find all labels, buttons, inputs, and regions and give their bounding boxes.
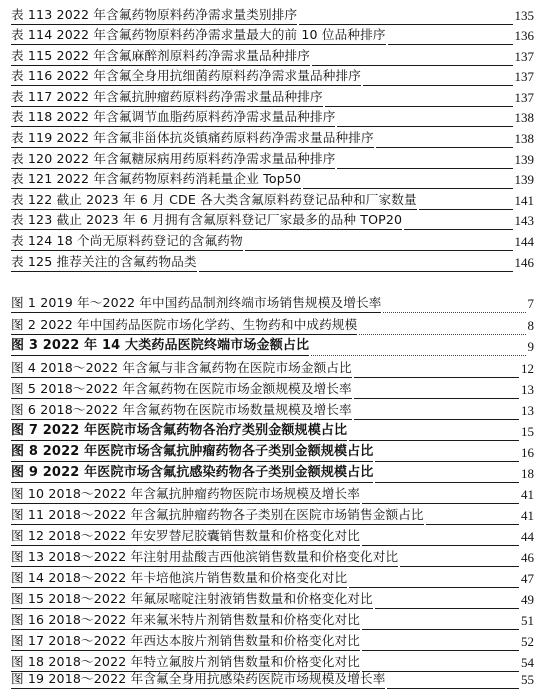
toc-entry-title: 图 19 2018～2022 年含氟全身用抗感染药医院市场规模及增长率 (11, 670, 385, 689)
toc-page-number: 137 (514, 90, 534, 105)
toc-entry-table-124[interactable] (11, 231, 534, 251)
toc-entry-table-116[interactable] (11, 66, 534, 86)
toc-page-number: 44 (521, 529, 534, 544)
toc-leader (419, 191, 513, 210)
toc-entry-figure-6[interactable] (11, 400, 534, 420)
toc-entry-title: 图 9 2022 年医院市场含氟抗感染药物各子类别金额规模占比 (11, 464, 373, 483)
toc-page-number: 135 (514, 8, 534, 23)
toc-entry-figure-4[interactable] (11, 358, 534, 378)
toc-leader (362, 485, 519, 504)
toc-entry-figure-2[interactable] (11, 315, 534, 335)
toc-leader (303, 170, 512, 189)
toc-entry-figure-14[interactable] (11, 568, 534, 588)
toc-entry-figure-7[interactable] (11, 421, 534, 441)
toc-entry-table-115[interactable] (11, 46, 534, 66)
toc-entry-title: 表 117 2022 年含氟抗肿瘤药原料药净需求量品种排序 (11, 88, 323, 107)
toc-leader (354, 401, 519, 420)
toc-leader (312, 47, 513, 66)
toc-entry-table-113[interactable] (11, 5, 534, 25)
toc-entry-title: 图 17 2018～2022 年西达本胺片剂销售数量和价格变化对比 (11, 632, 360, 651)
toc-page-number: 8 (527, 318, 534, 333)
toc-entry-table-119[interactable] (11, 128, 534, 148)
toc-page-number: 41 (521, 487, 534, 502)
toc-page-number: 46 (521, 550, 534, 565)
toc-entry-figure-19[interactable] (11, 669, 534, 689)
toc-entry-figure-12[interactable] (11, 526, 534, 546)
toc-page-number: 51 (521, 613, 534, 628)
toc-leader (354, 380, 519, 399)
toc-entry-figure-16[interactable] (11, 610, 534, 630)
toc-page-number: 47 (521, 571, 534, 586)
toc-leader (359, 316, 525, 335)
toc-entry-title: 表 113 2022 年含氟药物原料药净需求量类别排序 (11, 6, 297, 25)
toc-entry-title: 表 114 2022 年含氟药物原料药净需求量最大的前 10 位品种排序 (11, 26, 386, 45)
toc-entry-table-121[interactable] (11, 169, 534, 189)
toc-page-number: 144 (514, 234, 534, 249)
toc-entry-title: 表 115 2022 年含氟麻醉剂原料药净需求量品种排序 (11, 47, 310, 66)
toc-page-number: 139 (514, 152, 534, 167)
toc-page-number: 143 (514, 213, 534, 228)
toc-entry-title: 图 6 2018～2022 年含氟药物在医院市场数量规模及增长率 (11, 401, 352, 420)
toc-leader (311, 337, 525, 356)
toc-leader (375, 590, 519, 609)
toc-entry-title: 图 15 2018～2022 年氟尿嘧啶注射液销售数量和价格变化对比 (11, 590, 373, 609)
toc-leader (376, 129, 513, 148)
toc-entry-figure-13[interactable] (11, 547, 534, 567)
toc-leader (349, 422, 519, 441)
toc-leader (375, 443, 519, 462)
toc-entry-title: 图 1 2019 年～2022 年中国药品制剂终端市场销售规模及增长率 (11, 294, 381, 313)
toc-leader (363, 67, 513, 86)
toc-entry-title: 图 7 2022 年医院市场含氟药物各治疗类别金额规模占比 (11, 422, 347, 441)
toc-page-number: 146 (514, 255, 534, 270)
toc-page-number: 55 (521, 672, 534, 687)
toc-page-number: 15 (521, 424, 534, 439)
toc-leader (400, 548, 519, 567)
toc-page-number: 138 (514, 131, 534, 146)
toc-page-number: 41 (521, 508, 534, 523)
toc-entry-figure-8[interactable] (11, 442, 534, 462)
toc-leader (337, 150, 512, 169)
toc-leader (337, 108, 512, 127)
toc-leader (349, 569, 519, 588)
toc-entry-table-123[interactable] (11, 210, 534, 230)
toc-entry-title: 图 3 2022 年 14 大类药品医院终端市场金额占比 (11, 337, 309, 356)
toc-entry-title: 图 13 2018～2022 年注射用盐酸吉西他滨销售数量和价格变化对比 (11, 548, 398, 567)
toc-leader (404, 211, 512, 230)
toc-entry-title: 图 2 2022 年中国药品医院市场化学药、生物药和中成药规模 (11, 316, 357, 335)
toc-leader (426, 506, 519, 525)
toc-leader (245, 232, 513, 251)
toc-page-number: 52 (521, 634, 534, 649)
toc-entry-title: 表 121 2022 年含氟药物原料药消耗量企业 Top50 (11, 170, 301, 189)
toc-leader (375, 464, 519, 483)
toc-entry-title: 图 16 2018～2022 年来氟米特片剂销售数量和价格变化对比 (11, 611, 360, 630)
toc-page-number: 18 (521, 466, 534, 481)
toc-page-number: 13 (521, 382, 534, 397)
toc-entry-figure-3[interactable] (11, 336, 534, 356)
toc-entry-table-122[interactable] (11, 190, 534, 210)
toc-entry-title: 图 4 2018～2022 年含氟与非含氟药物在医院市场金额占比 (11, 359, 352, 378)
toc-entry-title: 表 122 截止 2023 年 6 月 CDE 各大类含氟原料药登记品种和厂家数量 (11, 191, 417, 210)
toc-entry-title: 图 10 2018～2022 年含氟抗肿瘤药物医院市场规模及增长率 (11, 485, 360, 504)
toc-entry-figure-9[interactable] (11, 463, 534, 483)
toc-leader (362, 611, 519, 630)
toc-leader (354, 359, 519, 378)
toc-page-number: 54 (521, 655, 534, 670)
toc-entry-title: 图 14 2018～2022 年卡培他滨片销售数量和价格变化对比 (11, 569, 347, 588)
toc-leader (325, 88, 513, 107)
toc-page-number: 7 (527, 296, 534, 311)
toc-entry-title: 表 125 推荐关注的含氟药物品类 (11, 253, 197, 272)
toc-entry-title: 表 119 2022 年含氟非甾体抗炎镇痛药原料药净需求量品种排序 (11, 129, 374, 148)
toc-entry-title: 表 116 2022 年含氟全身用抗细菌药原料药净需求量品种排序 (11, 67, 361, 86)
toc-page-number: 137 (514, 49, 534, 64)
toc-page-number: 16 (521, 445, 534, 460)
toc-page-number: 138 (514, 110, 534, 125)
toc-entry-figure-1[interactable] (11, 293, 534, 313)
toc-page-number: 9 (527, 339, 534, 354)
toc-leader (299, 6, 512, 25)
toc-entry-title: 图 11 2018～2022 年含氟抗肿瘤药物各子类别在医院市场销售金额占比 (11, 506, 424, 525)
toc-page-number: 49 (521, 592, 534, 607)
toc-entry-table-125[interactable] (11, 252, 534, 272)
toc-entry-title: 表 118 2022 年含氟调节血脂药原料药净需求量品种排序 (11, 108, 335, 127)
toc-entry-title: 图 18 2018～2022 年特立氟胺片剂销售数量和价格变化对比 (11, 653, 360, 672)
toc-entry-title: 图 12 2018～2022 年安罗替尼胶囊销售数量和价格变化对比 (11, 527, 360, 546)
toc-leader (362, 527, 519, 546)
toc-entry-table-118[interactable] (11, 107, 534, 127)
toc-entry-title: 表 120 2022 年含氟糖尿病用药原料药净需求量品种排序 (11, 150, 335, 169)
toc-leader (199, 253, 513, 272)
toc-entry-table-114[interactable] (11, 25, 534, 45)
toc-page-number: 13 (521, 403, 534, 418)
toc-entry-figure-5[interactable] (11, 379, 534, 399)
toc-entry-figure-11[interactable] (11, 505, 534, 525)
toc-leader (383, 294, 525, 313)
toc-entry-title: 图 5 2018～2022 年含氟药物在医院市场金额规模及增长率 (11, 380, 352, 399)
toc-leader (388, 26, 513, 45)
toc-page-number: 137 (514, 69, 534, 84)
toc-leader (387, 670, 519, 689)
toc-entry-title: 图 8 2022 年医院市场含氟抗肿瘤药物各子类别金额规模占比 (11, 443, 373, 462)
toc-page-number: 139 (514, 172, 534, 187)
toc-entry-figure-10[interactable] (11, 484, 534, 504)
toc-entry-table-117[interactable] (11, 87, 534, 107)
toc-leader (362, 632, 519, 651)
toc-entry-title: 表 124 18 个尚无原料药登记的含氟药物 (11, 232, 243, 251)
toc-page-number: 136 (514, 28, 534, 43)
toc-entry-figure-15[interactable] (11, 589, 534, 609)
toc-entry-table-120[interactable] (11, 149, 534, 169)
toc-entry-title: 表 123 截止 2023 年 6 月拥有含氟原料登记厂家最多的品种 TOP20 (11, 211, 402, 230)
toc-page-number: 12 (521, 361, 534, 376)
toc-entry-figure-17[interactable] (11, 631, 534, 651)
toc-page-number: 141 (514, 193, 534, 208)
